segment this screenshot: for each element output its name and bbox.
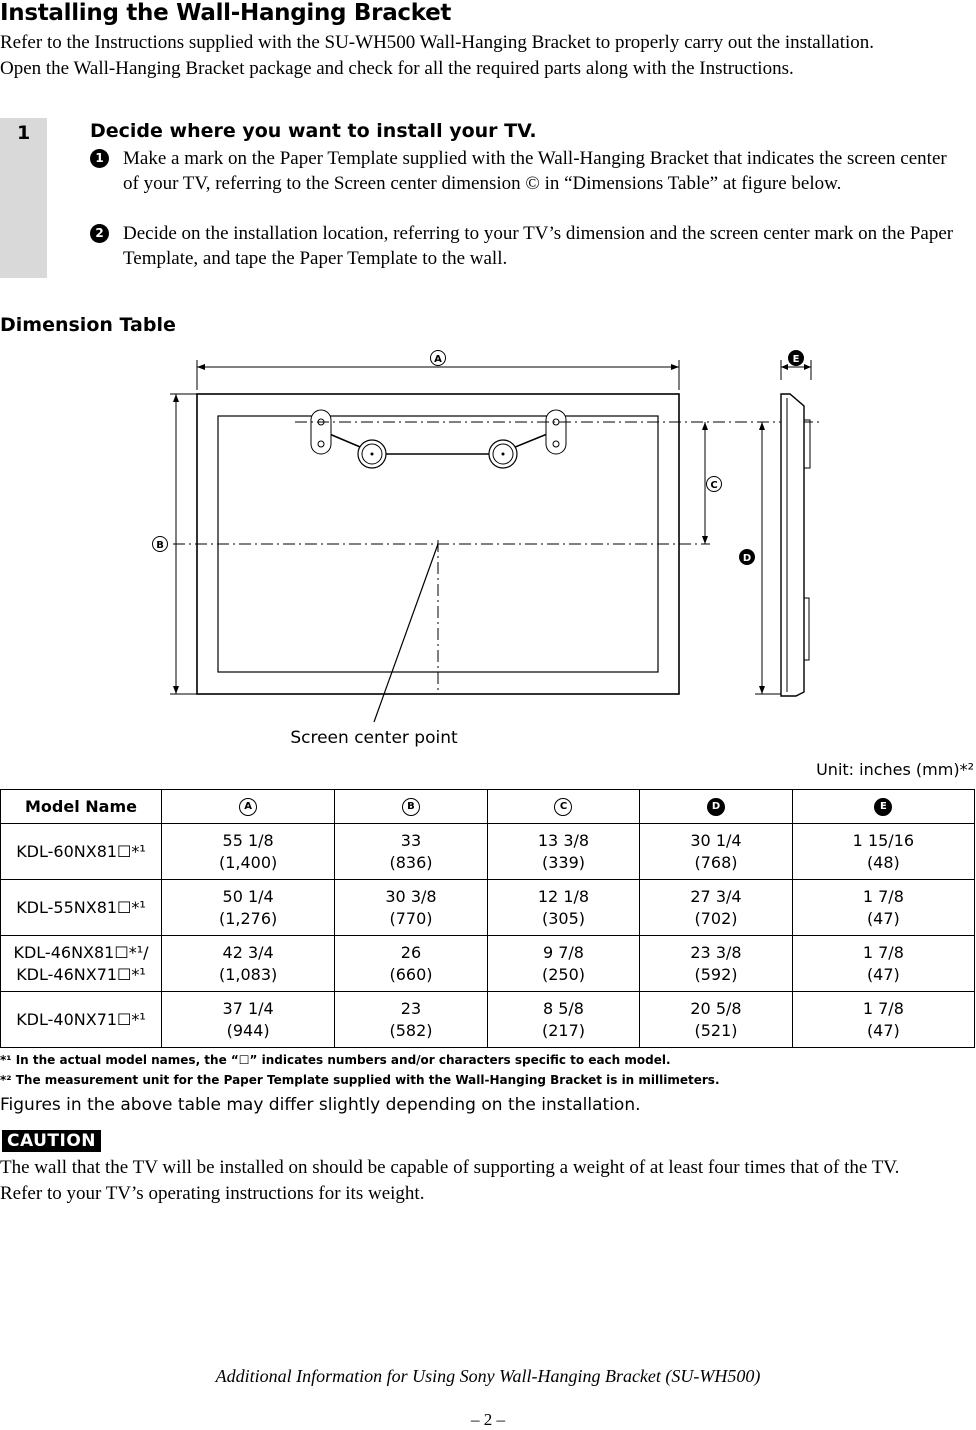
header-b [335,790,488,824]
section-title: Dimension Table [0,314,176,336]
caution-paragraph: The wall that the TV will be installed on should be capable of supporting a weight of at least four times that of the TV. [0,1157,900,1178]
value-cell: 27 3/4 (702) [640,880,793,936]
letter-c-icon: C [554,798,572,816]
footer-title: Additional Information for Using Sony Wall-Hanging Bracket (SU-WH500) [215,1366,761,1386]
letter-d-icon: D [707,798,725,816]
letter-a-icon: A [239,798,257,816]
header-a [162,790,335,824]
header-c [487,790,640,824]
caution-text [0,1155,976,1207]
dimension-e-label: E [792,354,800,365]
step-title: Decide where you want to install your TV. [90,120,537,142]
page-number: – 2 – [471,1410,505,1429]
model-cell: KDL-55NX81☐*¹ [1,880,162,936]
value-cell: 12 1/8 (305) [487,880,640,936]
letter-b-icon: B [402,798,420,816]
header-model: Model Name [1,790,162,824]
header-e [792,790,974,824]
page-title: Installing the Wall-Hanging Bracket [0,0,452,26]
table-row [1,880,975,936]
dimension-c-label: C [710,480,718,491]
dimension-d-label: D [742,553,752,564]
value-cell: 20 5/8 (521) [640,992,793,1048]
dimension-a-label: A [434,354,442,365]
dimension-table [0,789,975,1048]
value-cell: 13 3/8 (339) [487,824,640,880]
number-bullet-icon: 1 [90,149,109,168]
model-cell: KDL-40NX71☐*¹ [1,992,162,1048]
substep-text: Decide on the installation location, referring to your TV’s dimension and the screen center mark on the Paper Template, and tape the Paper Template to the wall. [123,223,954,269]
model-cell: KDL-60NX81☐*¹ [1,824,162,880]
intro-text [0,30,970,82]
value-cell: 1 7/8 (47) [792,936,974,992]
letter-e-icon: E [874,798,892,816]
value-cell: 23 3/8 (592) [640,936,793,992]
unit-note: Unit: inches (mm)*² [816,760,974,779]
value-cell: 1 7/8 (47) [792,880,974,936]
caution-paragraph: Refer to your TV’s operating instructions for its weight. [0,1183,425,1204]
value-cell: 37 1/4 (944) [162,992,335,1048]
value-cell: 26 (660) [335,936,488,992]
value-cell: 1 7/8 (47) [792,992,974,1048]
substep-2 [90,221,960,271]
value-cell: 1 15/16 (48) [792,824,974,880]
table-row [1,824,975,880]
value-cell: 9 7/8 (250) [487,936,640,992]
figures-note: Figures in the above table may differ slightly depending on the installation. [0,1095,641,1115]
value-cell: 50 1/4 (1,276) [162,880,335,936]
dimension-b-label: B [156,540,164,551]
footnote-2: *² The measurement unit for the Paper Template supplied with the Wall-Hanging Bracket is in millimeters. [0,1073,720,1087]
substep-text: Make a mark on the Paper Template supplied with the Wall-Hanging Bracket that indicates the screen center of your TV, referring to the Screen center dimension © in “Dimensions Table” at figure below. [123,148,947,194]
caution-badge: CAUTION [2,1130,101,1152]
table-row [1,936,975,992]
value-cell: 33 (836) [335,824,488,880]
value-cell: 30 3/8 (770) [335,880,488,936]
intro-paragraph: Open the Wall-Hanging Bracket package and check for all the required parts along with the Instructions. [0,58,794,79]
value-cell: 30 1/4 (768) [640,824,793,880]
number-bullet-icon: 2 [90,224,109,243]
value-cell: 42 3/4 (1,083) [162,936,335,992]
intro-paragraph: Refer to the Instructions supplied with the SU-WH500 Wall-Hanging Bracket to properly carry out the installation. [0,32,875,53]
table-row [1,992,975,1048]
step-number: 1 [17,122,31,144]
tv-dimension-diagram [0,340,976,750]
footnote-1: *¹ In the actual model names, the “☐” indicates numbers and/or characters specific to each model. [0,1053,671,1067]
table-header-row [1,790,975,824]
value-cell: 23 (582) [335,992,488,1048]
model-cell: KDL-46NX81☐*¹/ KDL-46NX71☐*¹ [1,936,162,992]
value-cell: 55 1/8 (1,400) [162,824,335,880]
value-cell: 8 5/8 (217) [487,992,640,1048]
header-d [640,790,793,824]
substep-1 [90,146,960,196]
screen-center-label: Screen center point [290,728,458,748]
